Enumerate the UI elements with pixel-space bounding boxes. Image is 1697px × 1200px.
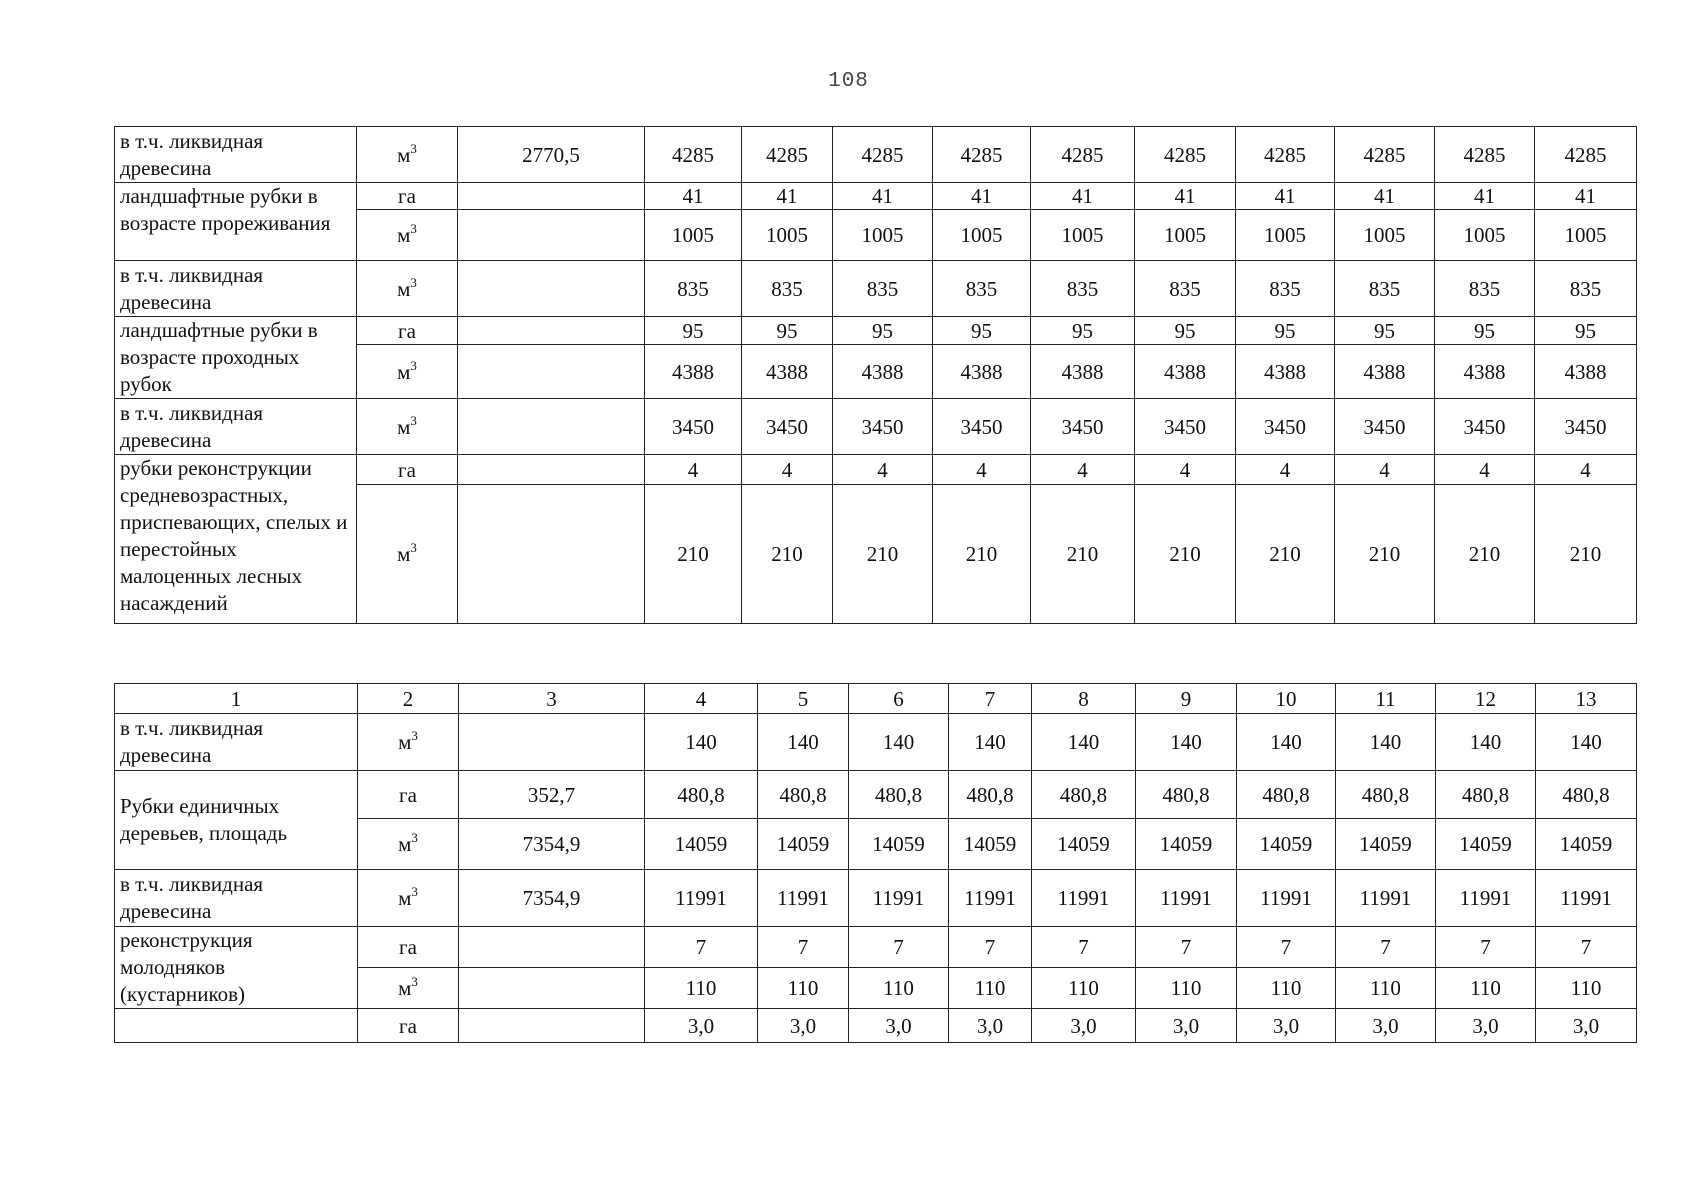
value-cell: 4388 <box>1135 345 1236 399</box>
value-cell: 4 <box>742 455 833 485</box>
value-cell: 95 <box>1031 317 1135 345</box>
value-cell: 4 <box>1031 455 1135 485</box>
value-cell: 41 <box>1335 183 1435 210</box>
value-cell: 140 <box>1536 714 1637 771</box>
value-cell: 110 <box>1536 968 1637 1009</box>
value-cell: 110 <box>1336 968 1436 1009</box>
value-cell: 14059 <box>645 819 758 870</box>
value-cell: 41 <box>1031 183 1135 210</box>
row-label: реконструкция молодняков (кустарников) <box>115 927 358 1009</box>
value-cell: 4285 <box>1435 127 1535 183</box>
value-cell: 95 <box>933 317 1031 345</box>
value-cell: 140 <box>645 714 758 771</box>
column-3-cell <box>458 210 645 261</box>
value-cell: 1005 <box>833 210 933 261</box>
unit-cell: $м^3$ <box>358 870 459 927</box>
column-3-cell <box>458 317 645 345</box>
unit-cell: га <box>357 317 458 345</box>
value-cell: 14059 <box>1436 819 1536 870</box>
unit-cell: га <box>358 771 459 819</box>
column-3-cell <box>459 927 645 968</box>
value-cell: 210 <box>1335 485 1435 624</box>
value-cell: 14059 <box>1536 819 1637 870</box>
row-label: в т.ч. ликвидная древесина <box>115 714 358 771</box>
value-cell: 95 <box>1135 317 1236 345</box>
value-cell: 3450 <box>1335 399 1435 455</box>
column-number: 11 <box>1336 684 1436 714</box>
value-cell: 4388 <box>1335 345 1435 399</box>
value-cell: 140 <box>849 714 949 771</box>
value-cell: 3450 <box>1135 399 1236 455</box>
value-cell: 110 <box>645 968 758 1009</box>
column-number: 5 <box>758 684 849 714</box>
value-cell: 835 <box>833 261 933 317</box>
forestry-table-top <box>114 126 1637 624</box>
table-row <box>115 317 1637 345</box>
table-row <box>115 183 1637 210</box>
value-cell: 110 <box>1237 968 1336 1009</box>
column-3-cell: 7354,9 <box>459 870 645 927</box>
value-cell: 4388 <box>645 345 742 399</box>
column-3-cell <box>458 455 645 485</box>
value-cell: 4 <box>645 455 742 485</box>
value-cell: 480,8 <box>1032 771 1136 819</box>
value-cell: 4285 <box>645 127 742 183</box>
table-row <box>115 261 1637 317</box>
value-cell: 11991 <box>1536 870 1637 927</box>
value-cell: 835 <box>1135 261 1236 317</box>
row-label: в т.ч. ликвидная древесина <box>115 870 358 927</box>
value-cell: 95 <box>1335 317 1435 345</box>
value-cell: 3,0 <box>1436 1009 1536 1043</box>
value-cell: 4 <box>1335 455 1435 485</box>
value-cell: 4 <box>1435 455 1535 485</box>
value-cell: 4388 <box>1435 345 1535 399</box>
value-cell: 1005 <box>1435 210 1535 261</box>
value-cell: 4 <box>1135 455 1236 485</box>
unit-cell: $м^3$ <box>358 819 459 870</box>
value-cell: 95 <box>645 317 742 345</box>
column-3-cell <box>458 261 645 317</box>
value-cell: 7 <box>949 927 1032 968</box>
value-cell: 480,8 <box>1536 771 1637 819</box>
column-number: 9 <box>1136 684 1237 714</box>
column-3-cell <box>458 183 645 210</box>
table-row <box>115 455 1637 485</box>
unit-cell: $м^3$ <box>357 345 458 399</box>
value-cell: 4388 <box>1236 345 1335 399</box>
column-number: 13 <box>1536 684 1637 714</box>
column-3-cell <box>459 1009 645 1043</box>
value-cell: 4 <box>833 455 933 485</box>
unit-cell: га <box>357 183 458 210</box>
value-cell: 210 <box>1535 485 1637 624</box>
value-cell: 41 <box>1535 183 1637 210</box>
value-cell: 41 <box>933 183 1031 210</box>
row-label: в т.ч. ликвидная древесина <box>115 127 357 183</box>
value-cell: 480,8 <box>1336 771 1436 819</box>
value-cell: 11991 <box>1032 870 1136 927</box>
unit-cell: $м^3$ <box>357 127 458 183</box>
value-cell: 110 <box>949 968 1032 1009</box>
value-cell: 1005 <box>1135 210 1236 261</box>
value-cell: 835 <box>645 261 742 317</box>
value-cell: 140 <box>1032 714 1136 771</box>
value-cell: 3,0 <box>949 1009 1032 1043</box>
value-cell: 4285 <box>833 127 933 183</box>
value-cell: 210 <box>1236 485 1335 624</box>
value-cell: 7 <box>1536 927 1637 968</box>
value-cell: 3,0 <box>1136 1009 1237 1043</box>
value-cell: 11991 <box>1237 870 1336 927</box>
table-row <box>115 127 1637 183</box>
table-row <box>115 1009 1637 1043</box>
value-cell: 4285 <box>1135 127 1236 183</box>
value-cell: 41 <box>645 183 742 210</box>
row-label: в т.ч. ликвидная древесина <box>115 261 357 317</box>
unit-cell: $м^3$ <box>358 968 459 1009</box>
value-cell: 1005 <box>1031 210 1135 261</box>
value-cell: 14059 <box>1336 819 1436 870</box>
value-cell: 835 <box>1335 261 1435 317</box>
row-label: ландшафтные рубки в возрасте прореживания <box>115 183 357 261</box>
value-cell: 14059 <box>758 819 849 870</box>
value-cell: 41 <box>742 183 833 210</box>
value-cell: 3,0 <box>849 1009 949 1043</box>
value-cell: 140 <box>1436 714 1536 771</box>
value-cell: 835 <box>1435 261 1535 317</box>
column-3-cell <box>459 968 645 1009</box>
value-cell: 3,0 <box>1237 1009 1336 1043</box>
value-cell: 11991 <box>645 870 758 927</box>
table-row <box>115 399 1637 455</box>
column-number: 1 <box>115 684 358 714</box>
unit-cell: га <box>357 455 458 485</box>
value-cell: 4 <box>1236 455 1335 485</box>
value-cell: 4388 <box>1031 345 1135 399</box>
unit-cell: $м^3$ <box>358 714 459 771</box>
value-cell: 1005 <box>742 210 833 261</box>
value-cell: 4388 <box>742 345 833 399</box>
value-cell: 7 <box>1237 927 1336 968</box>
value-cell: 7 <box>1436 927 1536 968</box>
column-number: 10 <box>1237 684 1336 714</box>
value-cell: 4388 <box>933 345 1031 399</box>
column-number: 3 <box>459 684 645 714</box>
forestry-table-bottom <box>114 683 1637 1043</box>
value-cell: 3,0 <box>1536 1009 1637 1043</box>
value-cell: 835 <box>1031 261 1135 317</box>
value-cell: 1005 <box>1335 210 1435 261</box>
value-cell: 14059 <box>1237 819 1336 870</box>
column-3-cell: 352,7 <box>459 771 645 819</box>
row-label: Рубки единичных деревьев, площадь <box>115 771 358 870</box>
value-cell: 3,0 <box>758 1009 849 1043</box>
value-cell: 140 <box>1237 714 1336 771</box>
value-cell: 7 <box>1336 927 1436 968</box>
value-cell: 3,0 <box>1032 1009 1136 1043</box>
unit-cell: га <box>358 927 459 968</box>
column-number: 8 <box>1032 684 1136 714</box>
value-cell: 95 <box>1435 317 1535 345</box>
value-cell: 95 <box>1236 317 1335 345</box>
value-cell: 210 <box>742 485 833 624</box>
value-cell: 4285 <box>933 127 1031 183</box>
column-3-cell <box>458 399 645 455</box>
column-number: 2 <box>358 684 459 714</box>
column-3-cell <box>458 485 645 624</box>
value-cell: 480,8 <box>849 771 949 819</box>
value-cell: 14059 <box>849 819 949 870</box>
value-cell: 4285 <box>1335 127 1435 183</box>
value-cell: 3450 <box>1236 399 1335 455</box>
value-cell: 835 <box>1535 261 1637 317</box>
value-cell: 95 <box>833 317 933 345</box>
value-cell: 835 <box>1236 261 1335 317</box>
unit-cell: га <box>358 1009 459 1043</box>
value-cell: 835 <box>742 261 833 317</box>
value-cell: 110 <box>849 968 949 1009</box>
value-cell: 1005 <box>933 210 1031 261</box>
value-cell: 1005 <box>1236 210 1335 261</box>
value-cell: 3450 <box>933 399 1031 455</box>
column-number: 6 <box>849 684 949 714</box>
value-cell: 110 <box>1436 968 1536 1009</box>
column-number: 12 <box>1436 684 1536 714</box>
table-row <box>115 714 1637 771</box>
value-cell: 3450 <box>742 399 833 455</box>
value-cell: 7 <box>849 927 949 968</box>
value-cell: 480,8 <box>645 771 758 819</box>
unit-cell: $м^3$ <box>357 399 458 455</box>
value-cell: 11991 <box>758 870 849 927</box>
value-cell: 140 <box>1336 714 1436 771</box>
value-cell: 4285 <box>742 127 833 183</box>
unit-cell: $м^3$ <box>357 261 458 317</box>
value-cell: 4285 <box>1031 127 1135 183</box>
value-cell: 4 <box>1535 455 1637 485</box>
value-cell: 210 <box>1031 485 1135 624</box>
row-label: в т.ч. ликвидная древесина <box>115 399 357 455</box>
value-cell: 1005 <box>645 210 742 261</box>
row-label: рубки реконструкции средневозрастных, приспевающих, спелых и перестойных малоценных лесных насаждений <box>115 455 357 624</box>
value-cell: 480,8 <box>1436 771 1536 819</box>
value-cell: 41 <box>1135 183 1236 210</box>
row-label <box>115 1009 358 1043</box>
value-cell: 41 <box>1435 183 1535 210</box>
value-cell: 480,8 <box>1136 771 1237 819</box>
value-cell: 835 <box>933 261 1031 317</box>
value-cell: 3450 <box>1435 399 1535 455</box>
table-row <box>115 927 1637 968</box>
value-cell: 3450 <box>645 399 742 455</box>
value-cell: 95 <box>742 317 833 345</box>
value-cell: 3450 <box>833 399 933 455</box>
value-cell: 41 <box>1236 183 1335 210</box>
value-cell: 11991 <box>1136 870 1237 927</box>
value-cell: 3450 <box>1031 399 1135 455</box>
value-cell: 480,8 <box>1237 771 1336 819</box>
value-cell: 480,8 <box>758 771 849 819</box>
value-cell: 110 <box>758 968 849 1009</box>
value-cell: 4388 <box>1535 345 1637 399</box>
value-cell: 3,0 <box>645 1009 758 1043</box>
value-cell: 41 <box>833 183 933 210</box>
table-row <box>115 771 1637 819</box>
value-cell: 210 <box>833 485 933 624</box>
value-cell: 7 <box>645 927 758 968</box>
value-cell: 210 <box>1135 485 1236 624</box>
value-cell: 11991 <box>949 870 1032 927</box>
row-label: ландшафтные рубки в возрасте проходных рубок <box>115 317 357 399</box>
value-cell: 11991 <box>849 870 949 927</box>
value-cell: 110 <box>1136 968 1237 1009</box>
value-cell: 210 <box>1435 485 1535 624</box>
column-number-header <box>115 684 1637 714</box>
value-cell: 95 <box>1535 317 1637 345</box>
value-cell: 4285 <box>1535 127 1637 183</box>
value-cell: 480,8 <box>949 771 1032 819</box>
value-cell: 3,0 <box>1336 1009 1436 1043</box>
value-cell: 7 <box>758 927 849 968</box>
value-cell: 110 <box>1032 968 1136 1009</box>
value-cell: 7 <box>1136 927 1237 968</box>
value-cell: 140 <box>758 714 849 771</box>
value-cell: 4285 <box>1236 127 1335 183</box>
column-3-cell <box>458 345 645 399</box>
table-row <box>115 870 1637 927</box>
value-cell: 3450 <box>1535 399 1637 455</box>
column-3-cell: 2770,5 <box>458 127 645 183</box>
column-3-cell: 7354,9 <box>459 819 645 870</box>
column-number: 7 <box>949 684 1032 714</box>
value-cell: 210 <box>645 485 742 624</box>
value-cell: 4 <box>933 455 1031 485</box>
value-cell: 1005 <box>1535 210 1637 261</box>
value-cell: 210 <box>933 485 1031 624</box>
value-cell: 4388 <box>833 345 933 399</box>
value-cell: 140 <box>1136 714 1237 771</box>
unit-cell: $м^3$ <box>357 210 458 261</box>
value-cell: 11991 <box>1336 870 1436 927</box>
unit-cell: $м^3$ <box>357 485 458 624</box>
value-cell: 11991 <box>1436 870 1536 927</box>
column-3-cell <box>459 714 645 771</box>
value-cell: 14059 <box>1032 819 1136 870</box>
page-number: 108 <box>828 70 869 93</box>
value-cell: 7 <box>1032 927 1136 968</box>
value-cell: 14059 <box>949 819 1032 870</box>
column-number: 4 <box>645 684 758 714</box>
value-cell: 14059 <box>1136 819 1237 870</box>
value-cell: 140 <box>949 714 1032 771</box>
